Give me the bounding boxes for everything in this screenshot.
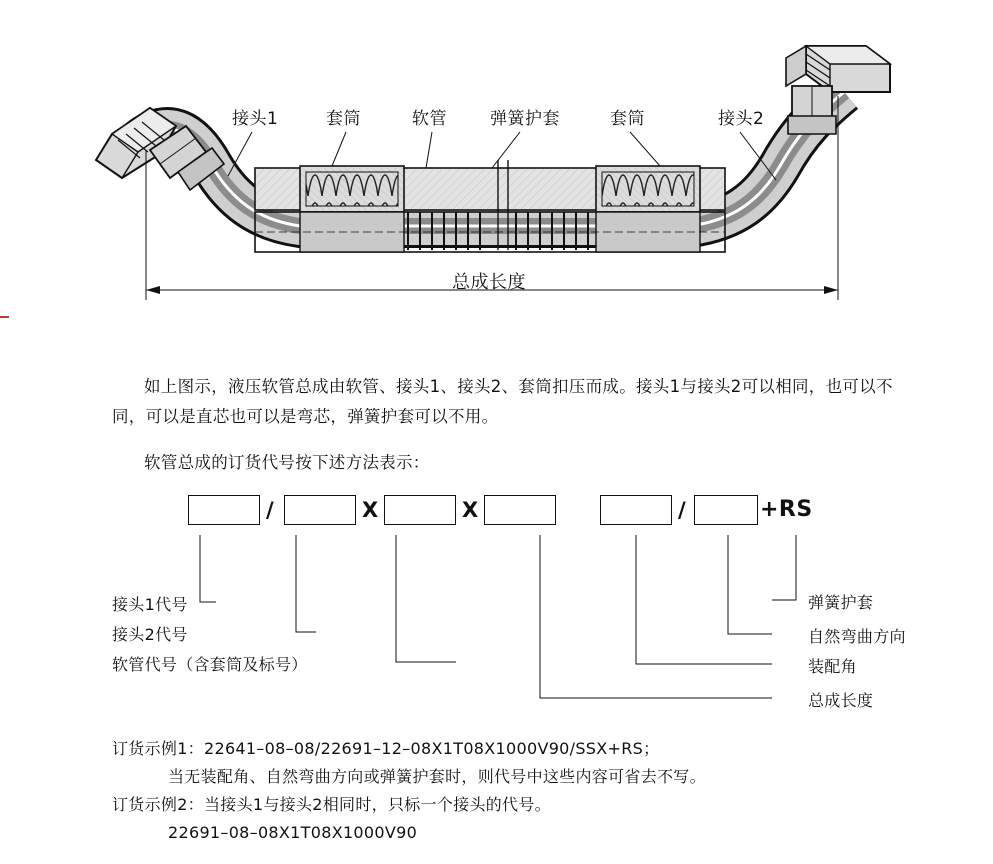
ordering-example-1: 订货示例1：22641–08–08/22691–12–08X1T08X1000V90/SSX+RS； <box>112 739 660 758</box>
callout-label-ferrule-right: 套筒 <box>610 109 645 129</box>
callout-label-fitting1: 接头1 <box>232 109 279 129</box>
ordering-code-intro: 软管总成的订货代号按下述方法表示： <box>144 453 430 472</box>
assembly-drawing <box>0 0 993 330</box>
code-separator-slash-2: / <box>678 498 686 522</box>
legend-label-assembly-length: 总成长度 <box>808 691 874 710</box>
legend-label-fitting1-code: 接头1代号 <box>112 595 188 614</box>
code-suffix-spring-guard: +RS <box>760 497 813 522</box>
legend-label-bend-direction: 自然弯曲方向 <box>808 627 906 646</box>
code-box-fitting1[interactable] <box>188 495 260 525</box>
callout-label-fitting2: 接头2 <box>718 109 765 129</box>
code-box-length[interactable] <box>484 495 556 525</box>
code-box-angle[interactable] <box>600 495 672 525</box>
legend-label-fitting2-code: 接头2代号 <box>112 625 188 644</box>
code-separator-x-2: X <box>462 498 479 522</box>
code-box-fitting2[interactable] <box>284 495 356 525</box>
edge-accent-mark <box>0 316 9 318</box>
callout-label-ferrule-left: 套筒 <box>326 109 361 129</box>
ordering-example-2: 订货示例2：当接头1与接头2相同时，只标一个接头的代号。 <box>112 795 551 814</box>
code-box-bend-direction[interactable] <box>694 495 758 525</box>
ordering-example-1-note: 当无装配角、自然弯曲方向或弹簧护套时，则代号中这些内容可省去不写。 <box>168 767 706 786</box>
callout-label-hose: 软管 <box>412 109 447 129</box>
code-separator-x-1: X <box>362 498 379 522</box>
code-separator-slash-1: / <box>266 498 274 522</box>
callout-label-spring-guard: 弹簧护套 <box>490 109 560 129</box>
ordering-example-2-code: 22691–08–08X1T08X1000V90 <box>168 823 418 842</box>
legend-label-assembly-angle: 装配角 <box>808 657 857 676</box>
code-box-hose[interactable] <box>384 495 456 525</box>
legend-label-hose-code: 软管代号（含套筒及标号） <box>112 655 308 674</box>
intro-paragraph: 如上图示，液压软管总成由软管、接头1、接头2、套筒扣压而成。接头1与接头2可以相同，也可以不同，可以是直芯也可以是弯芯，弹簧护套可以不用。 <box>112 377 893 426</box>
left-fitting-geometry <box>96 108 224 190</box>
legend-label-spring-guard: 弹簧护套 <box>808 593 874 612</box>
overall-length-label: 总成长度 <box>452 272 526 293</box>
